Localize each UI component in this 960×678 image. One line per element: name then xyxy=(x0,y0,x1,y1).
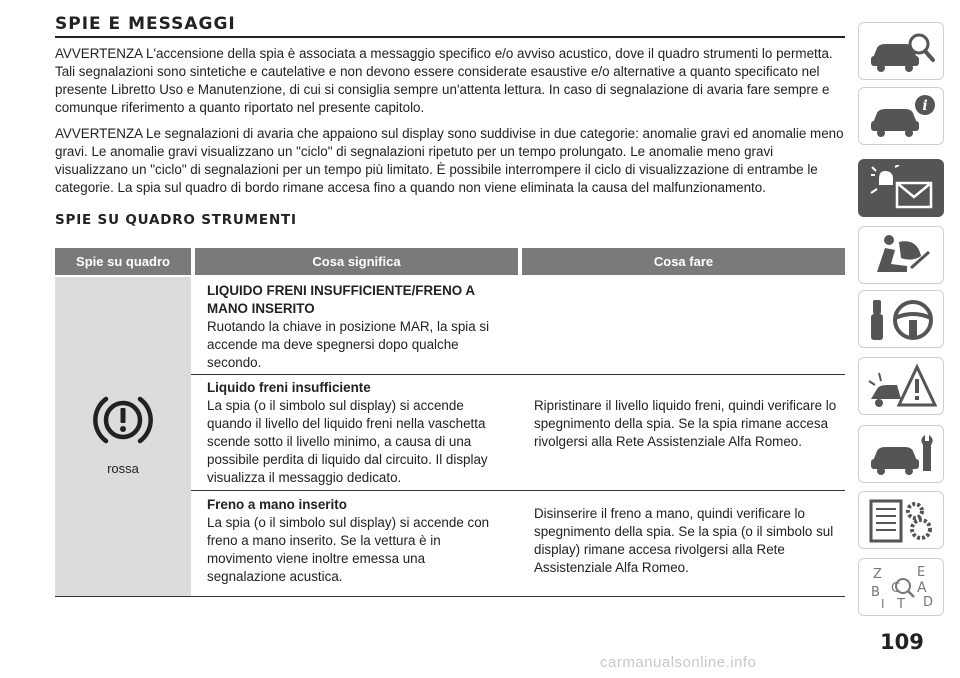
car-search-icon xyxy=(867,28,937,76)
table-bottom-rule xyxy=(55,596,845,597)
index-letter: A xyxy=(917,580,927,596)
index-letter: I xyxy=(881,597,885,611)
index-letter: B xyxy=(871,585,880,600)
alphabetical-index-icon xyxy=(867,564,937,612)
car-crash-warning-icon xyxy=(867,363,937,411)
sidebar-tab-technical-data[interactable] xyxy=(858,491,944,549)
sidebar-tab-car-search[interactable] xyxy=(858,22,944,80)
section-subtitle: SPIE SU QUADRO STRUMENTI xyxy=(55,212,297,228)
warning-paragraph-1: AVVERTENZA L'accensione della spia è associata a messaggio specifico e/o avviso acustico, dove il quadro strumenti lo permetta. Tali segnalazioni sono sintetiche e cautelative e non devono essere considerate esaustive e/o alternative a quanto specificato nel presente Libretto Uso e Manutenzione, di cui si consiglia sempre un'attenta lettura. In caso di segnalazione di avaria fare sempre e comunque riferimento a quanto riportato nel presente capitolo. xyxy=(55,46,833,115)
lamp-cell xyxy=(55,277,191,597)
warning-paragraph-2: AVVERTENZA Le segnalazioni di avaria che appaiono sul display sono suddivise in due categorie: anomalie gravi ed anomalie meno gravi. Le anomalie gravi visualizzano un "ciclo" di segnalazioni ripetuto per un tempo prolungato. Le anomalie meno gravi visualizzano un "ciclo" di segnalazioni per un tempo più limitato. È possibile interrompere il ciclo di visualizzazione di entrambe le categorie. La spia sul quadro di bordo rimane accesa fino a quando non viene eliminata la causa del malfunzionamento. xyxy=(55,126,844,195)
table-header xyxy=(55,248,845,275)
sidebar-tab-warning-lights[interactable] xyxy=(858,159,944,217)
sidebar-tab-car-info[interactable] xyxy=(858,87,944,145)
table-row xyxy=(207,282,507,372)
table-row xyxy=(207,496,507,586)
row-action: Ripristinare il livello liquido freni, quindi verificare lo spegnimento della spia. Se la spia rimane accesa rivolgersi alla Rete Assistenziale Alfa Romeo. xyxy=(534,398,837,449)
row-meaning: La spia (o il simbolo sul display) si accende con freno a mano inserito. Se la vettura è in movimento viene inoltre emessa una segnalazione acustica. xyxy=(207,515,490,584)
index-letter: Z xyxy=(873,567,882,582)
column-header-lamp: Spie su quadro xyxy=(76,254,170,269)
sidebar-tab-emergency[interactable] xyxy=(858,357,944,415)
watermark: carmanualsonline.info xyxy=(600,654,757,671)
index-letter: D xyxy=(923,595,934,610)
index-letter: E xyxy=(917,565,926,580)
brake-warning-icon xyxy=(92,393,154,447)
column-header-action: Cosa fare xyxy=(653,254,714,269)
sidebar-tab-airbag[interactable] xyxy=(858,226,944,284)
row-divider xyxy=(191,374,845,375)
key-steering-wheel-icon xyxy=(867,296,937,344)
warning-light-message-icon xyxy=(867,165,937,213)
row-action: Disinserire il freno a mano, quindi verificare lo spegnimento della spia. Se la spia (o il simbolo sul display) rimane accesa rivolgersi alla Rete Assistenziale Alfa Romeo. xyxy=(534,506,834,575)
page-number: 109 xyxy=(880,630,924,654)
lamp-color-label: rossa xyxy=(107,461,139,476)
row-title: Liquido freni insufficiente xyxy=(207,380,371,395)
page-title: SPIE E MESSAGGI xyxy=(55,14,236,34)
index-letter: T xyxy=(897,597,905,612)
title-divider xyxy=(55,36,845,38)
column-header-meaning: Cosa significa xyxy=(312,254,401,269)
sidebar-tab-start-drive[interactable] xyxy=(858,290,944,348)
airbag-seat-icon xyxy=(867,232,937,280)
specs-list-gear-icon xyxy=(867,497,937,545)
index-letter: C xyxy=(891,581,901,596)
row-meaning: Ruotando la chiave in posizione MAR, la spia si accende ma deve spegnersi dopo qualche secondo. xyxy=(207,319,490,370)
car-service-icon xyxy=(867,431,937,479)
row-title: Freno a mano inserito xyxy=(207,497,347,512)
svg-text:i: i xyxy=(922,98,928,114)
row-divider xyxy=(191,490,845,491)
sidebar-tab-index[interactable] xyxy=(858,558,944,616)
table-row xyxy=(207,379,507,487)
row-meaning: La spia (o il simbolo sul display) si accende quando il livello del liquido freni nella vaschetta scende sotto il livello minimo, a causa di una possibile perdita di liquido dal circuito. Il display visualizza il messaggio dedicato. xyxy=(207,398,488,485)
car-info-icon xyxy=(867,93,937,141)
sidebar-tab-maintenance[interactable] xyxy=(858,425,944,483)
row-title: LIQUIDO FRENI INSUFFICIENTE/FRENO A MANO INSERITO xyxy=(207,283,475,316)
